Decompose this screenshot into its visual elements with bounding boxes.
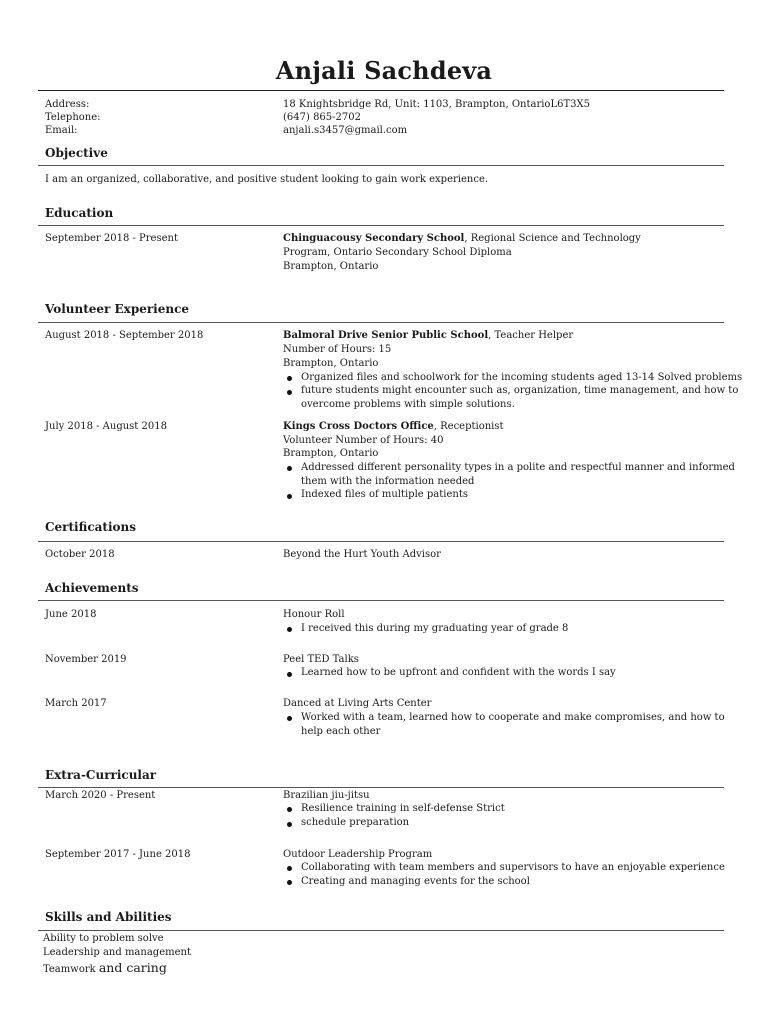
bullet-icon xyxy=(287,627,292,632)
bullet-icon xyxy=(287,880,292,885)
achievement-1-title: Honour Roll xyxy=(283,609,345,620)
volunteer-1-title xyxy=(283,329,573,343)
volunteer-2-hours: Volunteer Number of Hours: 40 xyxy=(283,435,444,446)
address-label: Address: xyxy=(45,99,90,110)
telephone-label: Telephone: xyxy=(45,112,101,123)
resume-name: Anjali Sachdeva xyxy=(275,56,493,85)
volunteer-1-date: August 2018 - September 2018 xyxy=(45,330,204,341)
skill-1: Ability to problem solve xyxy=(43,933,164,944)
bullet-icon xyxy=(287,672,292,677)
extracurricular-1-bullet-1: Resilience training in self-defense Strict xyxy=(301,803,505,814)
education-heading: Education xyxy=(45,206,114,220)
header-rule xyxy=(38,90,724,91)
objective-text: I am an organized, collaborative, and positive student looking to gain work experience. xyxy=(45,174,489,185)
skills-rule xyxy=(38,930,724,931)
education-rule xyxy=(38,225,724,226)
volunteer-rule xyxy=(38,322,724,323)
certification-date: October 2018 xyxy=(45,549,115,560)
certifications-rule xyxy=(38,541,724,542)
achievement-3-bullet-2: help each other xyxy=(301,726,381,737)
achievement-1-bullet-1: I received this during my graduating year of grade 8 xyxy=(301,623,569,634)
bullet-icon xyxy=(287,866,292,871)
achievement-2-title: Peel TED Talks xyxy=(283,654,359,665)
achievement-2-date: November 2019 xyxy=(45,654,127,665)
extracurricular-rule xyxy=(38,787,724,788)
volunteer-1-bullet-2: future students might encounter such as, organization, time management, and how to xyxy=(301,385,739,396)
extracurricular-2-title: Outdoor Leadership Program xyxy=(283,849,433,860)
telephone-value: (647) 865-2702 xyxy=(283,112,361,123)
volunteer-1-hours: Number of Hours: 15 xyxy=(283,344,392,355)
extracurricular-2-date: September 2017 - June 2018 xyxy=(45,849,191,860)
skill-3-part-a: Teamwork xyxy=(43,964,99,975)
bullet-icon xyxy=(287,807,292,812)
certification-title: Beyond the Hurt Youth Advisor xyxy=(283,549,441,560)
education-program-part2: Program, Ontario Secondary School Diploma xyxy=(283,247,512,258)
extracurricular-2-bullet-2: Creating and managing events for the school xyxy=(301,876,530,887)
achievements-rule xyxy=(38,600,724,601)
volunteer-2-bullet-1: Addressed different personality types in a polite and respectful manner and informed xyxy=(301,462,735,473)
skills-heading: Skills and Abilities xyxy=(45,910,172,924)
volunteer-2-bullet-3: Indexed files of multiple patients xyxy=(301,489,468,500)
achievements-heading: Achievements xyxy=(45,581,139,595)
achievement-2-bullet-1: Learned how to be upfront and confident with the words I say xyxy=(301,667,616,678)
achievement-3-title: Danced at Living Arts Center xyxy=(283,698,432,709)
extracurricular-1-bullet-2: schedule preparation xyxy=(301,817,410,828)
education-date: September 2018 - Present xyxy=(45,233,178,244)
volunteer-1-bullet-3: overcome problems with simple solutions. xyxy=(301,399,515,410)
volunteer-2-title xyxy=(283,420,504,434)
achievement-3-date: March 2017 xyxy=(45,698,107,709)
email-value[interactable]: anjali.s3457@gmail.com xyxy=(283,125,408,136)
volunteer-1-location: Brampton, Ontario xyxy=(283,358,379,369)
bullet-icon xyxy=(287,494,292,499)
education-program-part1: , Regional Science and Technology xyxy=(464,233,641,244)
achievement-3-bullet-1: Worked with a team, learned how to cooperate and make compromises, and how to xyxy=(301,712,725,723)
bullet-icon xyxy=(287,822,292,827)
volunteer-2-org: Kings Cross Doctors Office xyxy=(283,421,434,432)
volunteer-1-org: Balmoral Drive Senior Public School xyxy=(283,330,489,341)
skill-2: Leadership and management xyxy=(43,947,191,958)
volunteer-2-role: , Receptionist xyxy=(433,421,504,432)
achievement-1-date: June 2018 xyxy=(45,609,97,620)
email-label: Email: xyxy=(45,125,78,136)
volunteer-1-role: , Teacher Helper xyxy=(488,330,574,341)
education-school: Chinguacousy Secondary School xyxy=(283,233,465,244)
education-school-line xyxy=(283,232,641,246)
volunteer-2-bullet-2: them with the information needed xyxy=(301,476,475,487)
certifications-heading: Certifications xyxy=(45,520,137,534)
extracurricular-1-date: March 2020 - Present xyxy=(45,790,156,801)
extracurricular-1-title: Brazilian jiu-jitsu xyxy=(283,790,370,801)
bullet-icon xyxy=(287,716,292,721)
skill-3 xyxy=(43,961,167,977)
bullet-icon xyxy=(287,376,292,381)
bullet-icon xyxy=(287,390,292,395)
objective-rule xyxy=(38,165,724,166)
objective-heading: Objective xyxy=(45,146,108,160)
skill-3-part-b: and caring xyxy=(98,960,167,975)
bullet-icon xyxy=(287,466,292,471)
education-location: Brampton, Ontario xyxy=(283,261,379,272)
address-value: 18 Knightsbridge Rd, Unit: 1103, Brampton, OntarioL6T3X5 xyxy=(283,99,590,110)
extracurricular-2-bullet-1: Collaborating with team members and supervisors to have an enjoyable experience xyxy=(301,862,725,873)
volunteer-2-date: July 2018 - August 2018 xyxy=(45,421,167,432)
extracurricular-heading: Extra-Curricular xyxy=(45,768,157,782)
volunteer-2-location: Brampton, Ontario xyxy=(283,448,379,459)
volunteer-1-bullet-1: Organized files and schoolwork for the incoming students aged 13-14 Solved problems xyxy=(301,372,743,383)
volunteer-heading: Volunteer Experience xyxy=(45,302,190,316)
